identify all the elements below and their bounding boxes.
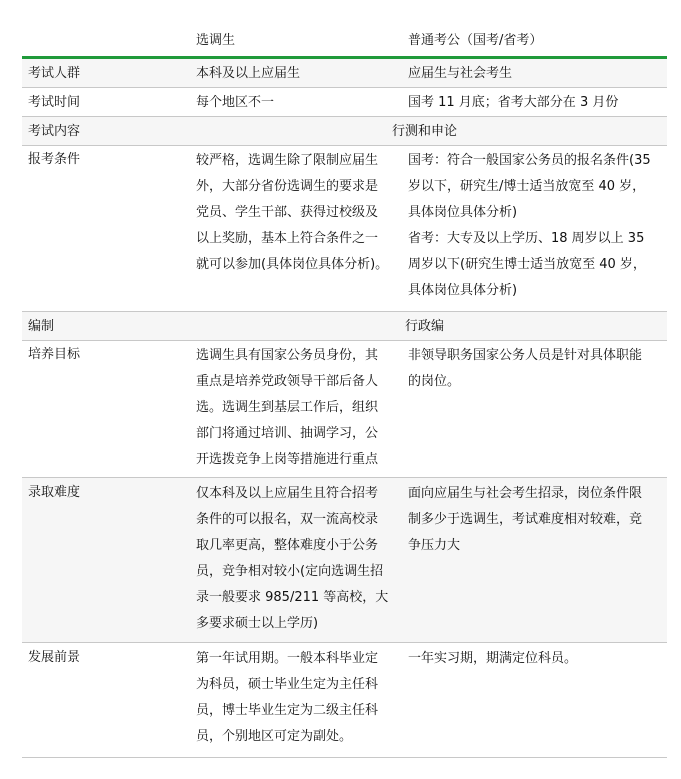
kaogong-cell: 应届生与社会考生	[408, 66, 513, 81]
text-line: 的岗位。	[408, 374, 461, 389]
text-line: 具体岗位具体分析)	[408, 283, 518, 298]
row-label: 发展前景	[28, 650, 81, 665]
text-line: 就可以参加(具体岗位具体分析)。	[196, 257, 389, 272]
text-line: 制多少于选调生，考试难度相对较难，竞	[408, 512, 643, 527]
row-label: 报考条件	[28, 152, 81, 167]
xuandiao-cell	[196, 646, 406, 750]
text-line: 选调生具有国家公务员身份，其	[196, 348, 379, 363]
row-label: 考试内容	[28, 124, 81, 139]
text-line: 非领导职务国家公务人员是针对具体职能	[408, 348, 643, 363]
row-label: 编制	[28, 319, 55, 334]
text-line: 取几率更高，整体难度小于公务	[196, 538, 379, 553]
xuandiao-cell	[196, 148, 406, 278]
text-line: 条件的可以报名，双一流高校录	[196, 512, 379, 527]
text-line: 录一般要求 985/211 等高校，大	[196, 590, 389, 605]
merged-cell: 行测和申论	[391, 124, 457, 139]
kaogong-cell	[408, 481, 663, 559]
text-line: 一年实习期，期满定位科员。	[408, 651, 578, 666]
text-line: 选。选调生到基层工作后，组织	[196, 400, 379, 415]
kaogong-cell: 国考 11 月底；省考大部分在 3 月份	[408, 95, 619, 110]
text-line: 员，个别地区可定为副处。	[196, 729, 353, 744]
text-line: 较严格，选调生除了限制应届生	[196, 153, 379, 168]
kaogong-cell	[408, 343, 663, 395]
text-line: 外，大部分省份选调生的要求是	[196, 179, 379, 194]
xuandiao-cell	[196, 343, 406, 473]
row-label: 录取难度	[28, 485, 81, 500]
table-row	[22, 643, 667, 758]
text-line: 重点是培养党政领导干部后备人	[196, 374, 379, 389]
text-line: 员，竞争相对较小(定向选调生招	[196, 564, 384, 579]
merged-cell: 行政编	[404, 319, 444, 334]
table-row	[22, 478, 667, 643]
table-row	[22, 59, 667, 88]
text-line: 国考：符合一般国家公务员的报名条件(35	[408, 153, 651, 168]
text-line: 具体岗位具体分析)	[408, 205, 518, 220]
row-label: 考试人群	[28, 66, 81, 81]
xuandiao-cell: 每个地区不一	[196, 95, 275, 110]
row-label: 培养目标	[28, 347, 81, 362]
xuandiao-cell: 本科及以上应届生	[196, 66, 301, 81]
row-label: 考试时间	[28, 95, 81, 110]
table-row	[22, 117, 667, 146]
header-col-xuandiaosheng: 选调生	[196, 33, 236, 48]
table-row	[22, 146, 667, 312]
text-line: 岁以下，研究生/博士适当放宽至 40 岁，	[408, 179, 646, 194]
row-divider	[22, 757, 667, 758]
text-line: 争压力大	[408, 538, 461, 553]
text-line: 部门将通过培训、抽调学习，公	[196, 426, 379, 441]
text-line: 党员、学生干部、获得过校级及	[196, 205, 379, 220]
table-row	[22, 341, 667, 478]
text-line: 为科员，硕士毕业生定为主任科	[196, 677, 379, 692]
text-line: 以上奖励，基本上符合条件之一	[196, 231, 379, 246]
kaogong-cell	[408, 646, 663, 672]
text-line: 员，博士毕业生定为二级主任科	[196, 703, 379, 718]
table-row	[22, 312, 667, 341]
text-line: 省考：大专及以上学历、18 周岁以上 35	[408, 231, 645, 246]
text-line: 开选拨竞争上岗等措施进行重点	[196, 452, 379, 467]
header-col-putong-kaogong: 普通考公（国考/省考）	[408, 33, 543, 48]
text-line: 多要求硕士以上学历)	[196, 616, 319, 631]
text-line: 第一年试用期。一般本科毕业定	[196, 651, 379, 666]
xuandiao-cell	[196, 481, 406, 637]
text-line: 周岁以下(研究生博士适当放宽至 40 岁，	[408, 257, 646, 272]
kaogong-cell	[408, 148, 663, 304]
text-line: 面向应届生与社会考生招录，岗位条件限	[408, 486, 643, 501]
table-row	[22, 88, 667, 117]
text-line: 仅本科及以上应届生且符合招考	[196, 486, 379, 501]
